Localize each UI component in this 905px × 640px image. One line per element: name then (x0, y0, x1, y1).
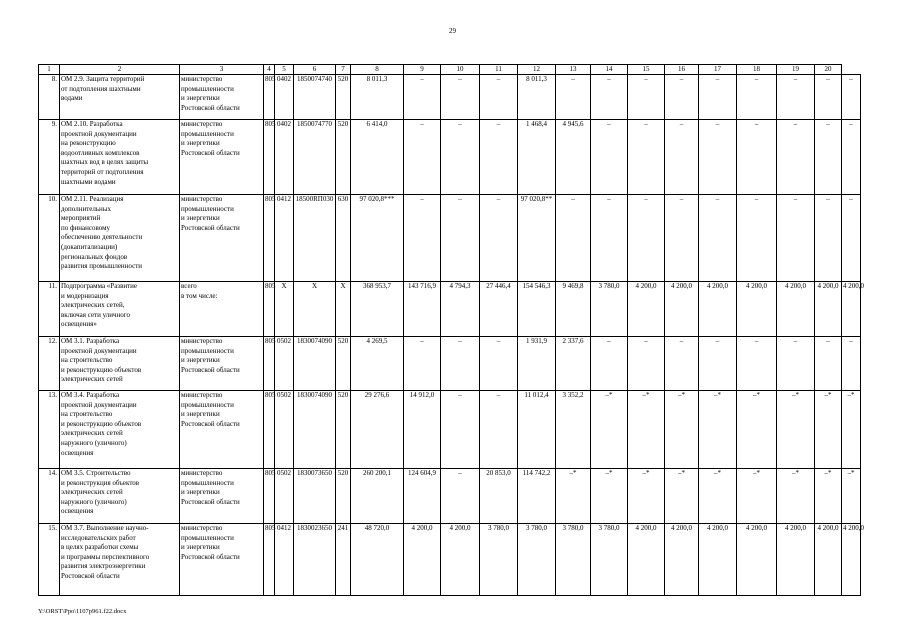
value-cell: – (441, 469, 480, 524)
table-row (39, 469, 861, 524)
column-number: 16 (665, 65, 699, 75)
value-cell: 520 (336, 120, 351, 195)
value-cell: – (628, 195, 665, 282)
measure-name-cell (60, 195, 180, 282)
value-cell: 14 912,0 (404, 391, 441, 469)
value-cell: 4 200,0 (842, 524, 861, 596)
value-cell: 2 337,6 (556, 337, 591, 391)
measure-name-line: электрических сетей (61, 488, 123, 497)
value-cell: 4 200,0 (842, 282, 861, 337)
value-cell: 260 200,1 (351, 469, 404, 524)
column-number: 10 (441, 65, 480, 75)
measure-name-line: водами (61, 94, 83, 103)
value-cell: – (404, 120, 441, 195)
value-cell: 4 200,0 (777, 282, 815, 337)
value-cell: 520 (336, 391, 351, 469)
value-cell: –* (815, 469, 842, 524)
value-cell: – (628, 75, 665, 120)
measure-name-line: дополнительных (61, 204, 112, 213)
measure-name-line: Ростовской области (61, 571, 120, 580)
value-cell: – (441, 337, 480, 391)
measure-name-line: ОМ 3.7. Выполнение научно- (61, 524, 149, 532)
value-cell: – (777, 75, 815, 120)
value-cell: –* (628, 391, 665, 469)
measure-name-line: проектной документации (61, 400, 137, 409)
value-cell: –* (777, 469, 815, 524)
measure-name-line: территорий от подтопления (61, 167, 144, 176)
value-cell: – (591, 195, 628, 282)
value-cell: – (777, 337, 815, 391)
value-cell: 9 469,8 (556, 282, 591, 337)
row-number: 14. (39, 469, 60, 524)
column-number: 12 (518, 65, 556, 75)
value-cell: 6 414,0 (351, 120, 404, 195)
value-cell: 143 716,9 (404, 282, 441, 337)
value-cell: – (404, 195, 441, 282)
column-number: 9 (404, 65, 441, 75)
value-cell: 630 (336, 195, 351, 282)
column-number: 8 (351, 65, 404, 75)
measure-name-line: ОМ 2.10. Разработка (61, 120, 123, 128)
value-cell: 4 269,5 (351, 337, 404, 391)
column-number: 17 (699, 65, 737, 75)
measure-name-line: ОМ 2.9. Защита территорий (61, 75, 145, 83)
executor-line: Ростовской области (181, 497, 240, 506)
executor-cell (180, 120, 264, 195)
column-number: 20 (815, 65, 842, 75)
value-cell: 805 (264, 282, 275, 337)
executor-line: промышленности (181, 533, 234, 542)
value-cell: 4 200,0 (737, 524, 777, 596)
value-cell: –* (665, 391, 699, 469)
value-cell: – (441, 195, 480, 282)
value-cell: –* (628, 469, 665, 524)
executor-line: и энергетики (181, 410, 220, 419)
value-cell: 0502 (275, 469, 294, 524)
value-cell: 520 (336, 469, 351, 524)
value-cell: 4 794,3 (441, 282, 480, 337)
measure-name-line: освещения» (61, 320, 97, 329)
measure-name-line: освещения (61, 507, 94, 516)
value-cell: – (665, 195, 699, 282)
value-cell: 4 200,0 (699, 282, 737, 337)
value-cell: 4 200,0 (665, 282, 699, 337)
value-cell: 805 (264, 120, 275, 195)
value-cell: 97 020,8*** (351, 195, 404, 282)
value-cell: – (737, 75, 777, 120)
measure-name-line: шахтных вод в целях защиты (61, 158, 149, 167)
measure-name-line: обеспечению деятельности (61, 233, 143, 242)
column-number: 3 (180, 65, 264, 75)
value-cell: 4 200,0 (441, 524, 480, 596)
measure-name-line: ОМ 2.11. Реализация (61, 195, 124, 203)
measure-name-line: проектной документации (61, 129, 137, 138)
value-cell: – (842, 337, 861, 391)
measure-name-line: электрических сетей (61, 429, 123, 438)
value-cell: 805 (264, 75, 275, 120)
value-cell: 3 780,0 (556, 524, 591, 596)
value-cell: –* (699, 469, 737, 524)
value-cell: – (842, 120, 861, 195)
table-row (39, 195, 861, 282)
executor-cell (180, 469, 264, 524)
value-cell: Х (336, 282, 351, 337)
executor-cell (180, 75, 264, 120)
measure-name-line: включая сети уличного (61, 310, 131, 319)
executor-line: министерство (181, 391, 223, 399)
value-cell: – (441, 120, 480, 195)
value-cell: 3 780,0 (591, 524, 628, 596)
value-cell: – (665, 120, 699, 195)
column-number: 18 (737, 65, 777, 75)
executor-line: министерство (181, 524, 223, 532)
executor-line: министерство (181, 120, 223, 128)
value-cell: 805 (264, 195, 275, 282)
executor-line: министерство (181, 195, 223, 203)
measure-name-line: мероприятий (61, 214, 101, 223)
measure-name-line: от подтопления шахтными (61, 84, 141, 93)
value-cell: 1830023650 (294, 524, 336, 596)
measure-name-line: в целях разработки схемы (61, 543, 139, 552)
executor-line: промышленности (181, 129, 234, 138)
measure-name-cell (60, 524, 180, 596)
value-cell: 3 780,0 (480, 524, 518, 596)
measure-name-line: ОМ 3.5. Строительство (61, 469, 131, 477)
executor-line: всего (181, 282, 197, 290)
value-cell: 4 200,0 (777, 524, 815, 596)
value-cell: – (591, 337, 628, 391)
executor-line: промышленности (181, 204, 234, 213)
value-cell: – (480, 337, 518, 391)
value-cell: – (628, 337, 665, 391)
value-cell: 805 (264, 469, 275, 524)
value-cell: – (556, 75, 591, 120)
measure-name-line: наружного (уличного) (61, 497, 127, 506)
measure-name-line: шахтными водами (61, 177, 116, 186)
value-cell: – (480, 120, 518, 195)
measure-name-line: электрических сетей, (61, 301, 125, 310)
row-number: 9. (39, 120, 60, 195)
measure-name-line: освещения (61, 448, 94, 457)
value-cell: 4 200,0 (737, 282, 777, 337)
value-cell: 4 200,0 (404, 524, 441, 596)
value-cell: – (737, 120, 777, 195)
measure-name-line: региональных фондов (61, 252, 128, 261)
value-cell: –* (842, 391, 861, 469)
value-cell: 27 446,4 (480, 282, 518, 337)
measure-name-line: (докапитализации) (61, 242, 118, 251)
value-cell: 241 (336, 524, 351, 596)
row-number: 8. (39, 75, 60, 120)
value-cell: –* (737, 391, 777, 469)
executor-line: промышленности (181, 400, 234, 409)
executor-line: Ростовской области (181, 419, 240, 428)
measure-name-cell (60, 75, 180, 120)
value-cell: – (441, 391, 480, 469)
value-cell: – (842, 195, 861, 282)
value-cell: –* (777, 391, 815, 469)
executor-line: министерство (181, 75, 223, 83)
value-cell: – (665, 337, 699, 391)
measure-name-cell (60, 469, 180, 524)
measure-name-cell (60, 282, 180, 337)
measure-name-line: развития электроэнергетики (61, 562, 146, 571)
row-number: 12. (39, 337, 60, 391)
program-finance-table (38, 64, 864, 596)
value-cell: – (480, 195, 518, 282)
measure-name-line: ОМ 3.4. Разработка (61, 391, 120, 399)
value-cell: 0502 (275, 391, 294, 469)
value-cell: 1830074090 (294, 391, 336, 469)
executor-line: Ростовской области (181, 103, 240, 112)
measure-name-line: и реконструкцию объектов (61, 419, 142, 428)
value-cell: 805 (264, 391, 275, 469)
value-cell: 0412 (275, 195, 294, 282)
value-cell: 4 945,6 (556, 120, 591, 195)
column-number: 11 (480, 65, 518, 75)
value-cell: –* (665, 469, 699, 524)
value-cell: 1 468,4 (518, 120, 556, 195)
executor-line: и энергетики (181, 356, 220, 365)
column-number: 13 (556, 65, 591, 75)
column-number-row (39, 65, 861, 75)
executor-cell (180, 337, 264, 391)
value-cell: –* (842, 469, 861, 524)
value-cell: 4 200,0 (815, 524, 842, 596)
value-cell: – (737, 195, 777, 282)
value-cell: – (815, 75, 842, 120)
value-cell: 1830074090 (294, 337, 336, 391)
measure-name-line: на реконструкцию (61, 139, 116, 148)
column-number: 7 (336, 65, 351, 75)
measure-name-line: и программы перспективного (61, 552, 150, 561)
value-cell: 1850074740 (294, 75, 336, 120)
executor-cell (180, 282, 264, 337)
executor-line: министерство (181, 469, 223, 477)
value-cell: –* (815, 391, 842, 469)
value-cell: – (842, 75, 861, 120)
row-number: 11. (39, 282, 60, 337)
table-row (39, 120, 861, 195)
executor-line: в том числе: (181, 291, 218, 300)
value-cell: 97 020,8** (518, 195, 556, 282)
executor-line: и энергетики (181, 214, 220, 223)
value-cell: 1850074770 (294, 120, 336, 195)
value-cell: –* (556, 469, 591, 524)
executor-line: Ростовской области (181, 148, 240, 157)
column-number: 1 (39, 65, 60, 75)
value-cell: Х (294, 282, 336, 337)
row-number: 15. (39, 524, 60, 596)
value-cell: 805 (264, 337, 275, 391)
measure-name-line: наружного (уличного) (61, 438, 127, 447)
value-cell: – (815, 337, 842, 391)
value-cell: 154 546,3 (518, 282, 556, 337)
value-cell: – (737, 337, 777, 391)
value-cell: 48 720,0 (351, 524, 404, 596)
value-cell: 11 012,4 (518, 391, 556, 469)
value-cell: 520 (336, 75, 351, 120)
value-cell: 805 (264, 524, 275, 596)
executor-line: министерство (181, 337, 223, 345)
measure-name-line: исследовательских работ (61, 533, 136, 542)
row-number: 13. (39, 391, 60, 469)
value-cell: – (591, 75, 628, 120)
measure-name-line: ОМ 3.1. Разработка (61, 337, 120, 345)
executor-cell (180, 391, 264, 469)
value-cell: 4 200,0 (628, 282, 665, 337)
value-cell: 0402 (275, 120, 294, 195)
executor-line: промышленности (181, 346, 234, 355)
measure-name-cell (60, 120, 180, 195)
measure-name-line: и реконструкцию объектов (61, 365, 142, 374)
executor-line: промышленности (181, 84, 234, 93)
value-cell: 114 742,2 (518, 469, 556, 524)
column-number: 4 (264, 65, 275, 75)
page-number: 29 (449, 27, 456, 35)
value-cell: – (628, 120, 665, 195)
value-cell: – (815, 195, 842, 282)
value-cell: 4 200,0 (665, 524, 699, 596)
table-row (39, 75, 861, 120)
value-cell: 8 011,3 (518, 75, 556, 120)
value-cell: 520 (336, 337, 351, 391)
value-cell: 0402 (275, 75, 294, 120)
executor-cell (180, 195, 264, 282)
measure-name-line: и модернизация (61, 291, 109, 300)
value-cell: 4 200,0 (699, 524, 737, 596)
measure-name-line: Подпрограмма «Развитие (61, 282, 138, 290)
executor-line: и энергетики (181, 139, 220, 148)
value-cell: – (480, 391, 518, 469)
value-cell: 3 780,0 (518, 524, 556, 596)
column-number: 14 (591, 65, 628, 75)
value-cell: – (815, 120, 842, 195)
row-number: 10. (39, 195, 60, 282)
value-cell: – (699, 75, 737, 120)
value-cell: – (404, 75, 441, 120)
executor-line: Ростовской области (181, 552, 240, 561)
value-cell: 0412 (275, 524, 294, 596)
value-cell: –* (699, 391, 737, 469)
value-cell: –* (591, 469, 628, 524)
column-number: 19 (777, 65, 815, 75)
value-cell: 3 352,2 (556, 391, 591, 469)
value-cell: – (777, 195, 815, 282)
measure-name-line: на строительство (61, 356, 113, 365)
value-cell: – (591, 120, 628, 195)
value-cell: – (699, 195, 737, 282)
measure-name-line: по финансовому (61, 223, 111, 232)
value-cell: – (441, 75, 480, 120)
measure-name-line: водоотливных комплексов (61, 148, 140, 157)
measure-name-cell (60, 337, 180, 391)
column-number: 2 (60, 65, 180, 75)
measure-name-line: на строительство (61, 410, 113, 419)
value-cell: 18500RП030 (294, 195, 336, 282)
value-cell: – (480, 75, 518, 120)
value-cell: 4 200,0 (815, 282, 842, 337)
table-row (39, 282, 861, 337)
value-cell: 29 276,6 (351, 391, 404, 469)
value-cell: 368 953,7 (351, 282, 404, 337)
measure-name-line: развития промышленности (61, 262, 143, 271)
measure-name-line: электрических сетей (61, 375, 123, 384)
measure-name-line: проектной документации (61, 346, 137, 355)
executor-line: и энергетики (181, 488, 220, 497)
executor-line: Ростовской области (181, 365, 240, 374)
value-cell: – (699, 120, 737, 195)
measure-name-cell (60, 391, 180, 469)
value-cell: – (665, 75, 699, 120)
value-cell: – (777, 120, 815, 195)
executor-line: промышленности (181, 478, 234, 487)
value-cell: Х (275, 282, 294, 337)
value-cell: 3 780,0 (591, 282, 628, 337)
value-cell: 1 931,9 (518, 337, 556, 391)
measure-name-line: и реконструкция объектов (61, 478, 140, 487)
column-number: 6 (294, 65, 336, 75)
executor-line: и энергетики (181, 543, 220, 552)
value-cell: 0502 (275, 337, 294, 391)
value-cell: – (699, 337, 737, 391)
executor-line: Ростовской области (181, 223, 240, 232)
value-cell: 8 011,3 (351, 75, 404, 120)
value-cell: – (556, 195, 591, 282)
table-row (39, 337, 861, 391)
footer-file-path: Y:\ORST\Ppo\1107p961.f22.docx (38, 608, 127, 615)
column-number: 15 (628, 65, 665, 75)
table-row (39, 524, 861, 596)
value-cell: 20 853,0 (480, 469, 518, 524)
value-cell: 4 200,0 (628, 524, 665, 596)
value-cell: – (404, 337, 441, 391)
executor-cell (180, 524, 264, 596)
value-cell: 124 604,9 (404, 469, 441, 524)
table-row (39, 391, 861, 469)
column-number: 5 (275, 65, 294, 75)
executor-line: и энергетики (181, 94, 220, 103)
value-cell: 1830073650 (294, 469, 336, 524)
table-body (39, 65, 864, 596)
value-cell: –* (591, 391, 628, 469)
value-cell: –* (737, 469, 777, 524)
